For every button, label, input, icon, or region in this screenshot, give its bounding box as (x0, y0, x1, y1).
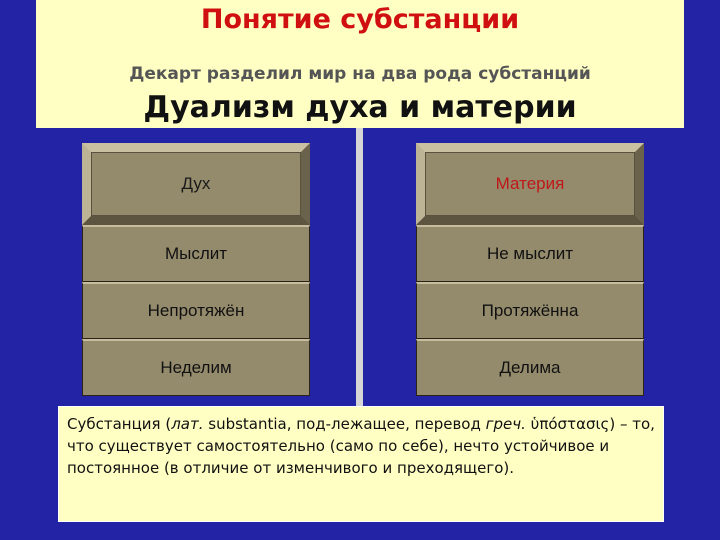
definition-text: substantia, под-лежащее, перевод (203, 415, 486, 433)
definition-greek-abbr: греч. (485, 415, 526, 433)
spirit-row: Непротяжён (82, 282, 310, 339)
matter-row: Делима (416, 339, 644, 396)
column-divider (356, 128, 363, 408)
definition-text: Субстанция ( (67, 415, 172, 433)
title-panel (36, 0, 684, 128)
matter-row: Не мыслит (416, 225, 644, 282)
matter-row: Протяжённа (416, 282, 644, 339)
spirit-row: Неделим (82, 339, 310, 396)
definition-text: ὑπόστασις) – то, что существует самостоятельно (само по себе), нечто устойчивое и постоянное (в отличие от изменчивого и преходящего). (67, 415, 655, 477)
definition-box (58, 406, 664, 522)
matter-header: Материя (416, 143, 644, 225)
slide-subtitle: Декарт разделил мир на два рода субстанций (129, 64, 591, 84)
section-heading: Дуализм духа и материи (143, 90, 577, 125)
spirit-column (82, 143, 310, 396)
spirit-row: Мыслит (82, 225, 310, 282)
definition-lat-abbr: лат. (171, 415, 204, 433)
spirit-header: Дух (82, 143, 310, 225)
slide-title: Понятие субстанции (200, 4, 520, 35)
matter-column (416, 143, 644, 396)
